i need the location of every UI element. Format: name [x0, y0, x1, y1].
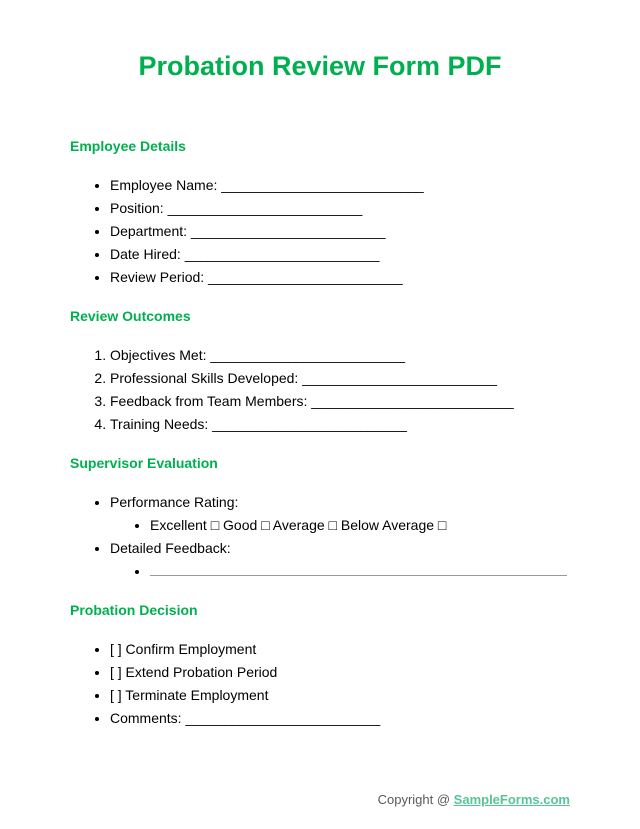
field-date-hired: • Date Hired: _________________________	[110, 243, 570, 266]
field-comments: • Comments: _________________________	[110, 707, 570, 730]
document-body	[70, 135, 570, 730]
copyright-text: Copyright @	[377, 792, 454, 807]
review-outcomes-list	[70, 344, 570, 436]
section-heading-review-outcomes: Review Outcomes	[70, 308, 191, 324]
field-training-needs: 4. Training Needs: _________________________	[110, 413, 570, 436]
field-detailed-feedback	[110, 537, 570, 583]
sampleforms-link[interactable]: SampleForms.com	[453, 792, 570, 807]
option-extend-probation: • [ ] Extend Probation Period	[110, 661, 570, 684]
feedback-write-line-item	[150, 560, 570, 583]
field-team-feedback: 3. Feedback from Team Members: __________________________	[110, 390, 570, 413]
performance-rating-label: Performance Rating:	[110, 494, 239, 510]
supervisor-evaluation-list	[70, 491, 570, 583]
field-department: • Department: _________________________	[110, 220, 570, 243]
page-title: Probation Review Form PDF	[138, 51, 502, 81]
footer	[70, 788, 570, 811]
field-position: • Position: _________________________	[110, 197, 570, 220]
field-professional-skills: 2. Professional Skills Developed: _________________________	[110, 367, 570, 390]
rating-checkbox-row: • Excellent □ Good □ Average □ Below Average □	[150, 514, 570, 537]
field-review-period: • Review Period: _________________________	[110, 266, 570, 289]
field-performance-rating	[110, 491, 570, 537]
section-heading-employee-details: Employee Details	[70, 138, 186, 154]
option-confirm-employment: • [ ] Confirm Employment	[110, 638, 570, 661]
performance-rating-options	[110, 514, 570, 537]
section-heading-probation-decision: Probation Decision	[70, 602, 198, 618]
detailed-feedback-label: Detailed Feedback:	[110, 540, 231, 556]
field-objectives-met: 1. Objectives Met: _________________________	[110, 344, 570, 367]
detailed-feedback-lines	[110, 560, 570, 583]
option-terminate-employment: • [ ] Terminate Employment	[110, 684, 570, 707]
section-heading-supervisor-evaluation: Supervisor Evaluation	[70, 455, 218, 471]
employee-details-list	[70, 174, 570, 289]
field-employee-name: • Employee Name: __________________________	[110, 174, 570, 197]
probation-decision-list	[70, 638, 570, 730]
feedback-write-line	[150, 562, 567, 576]
